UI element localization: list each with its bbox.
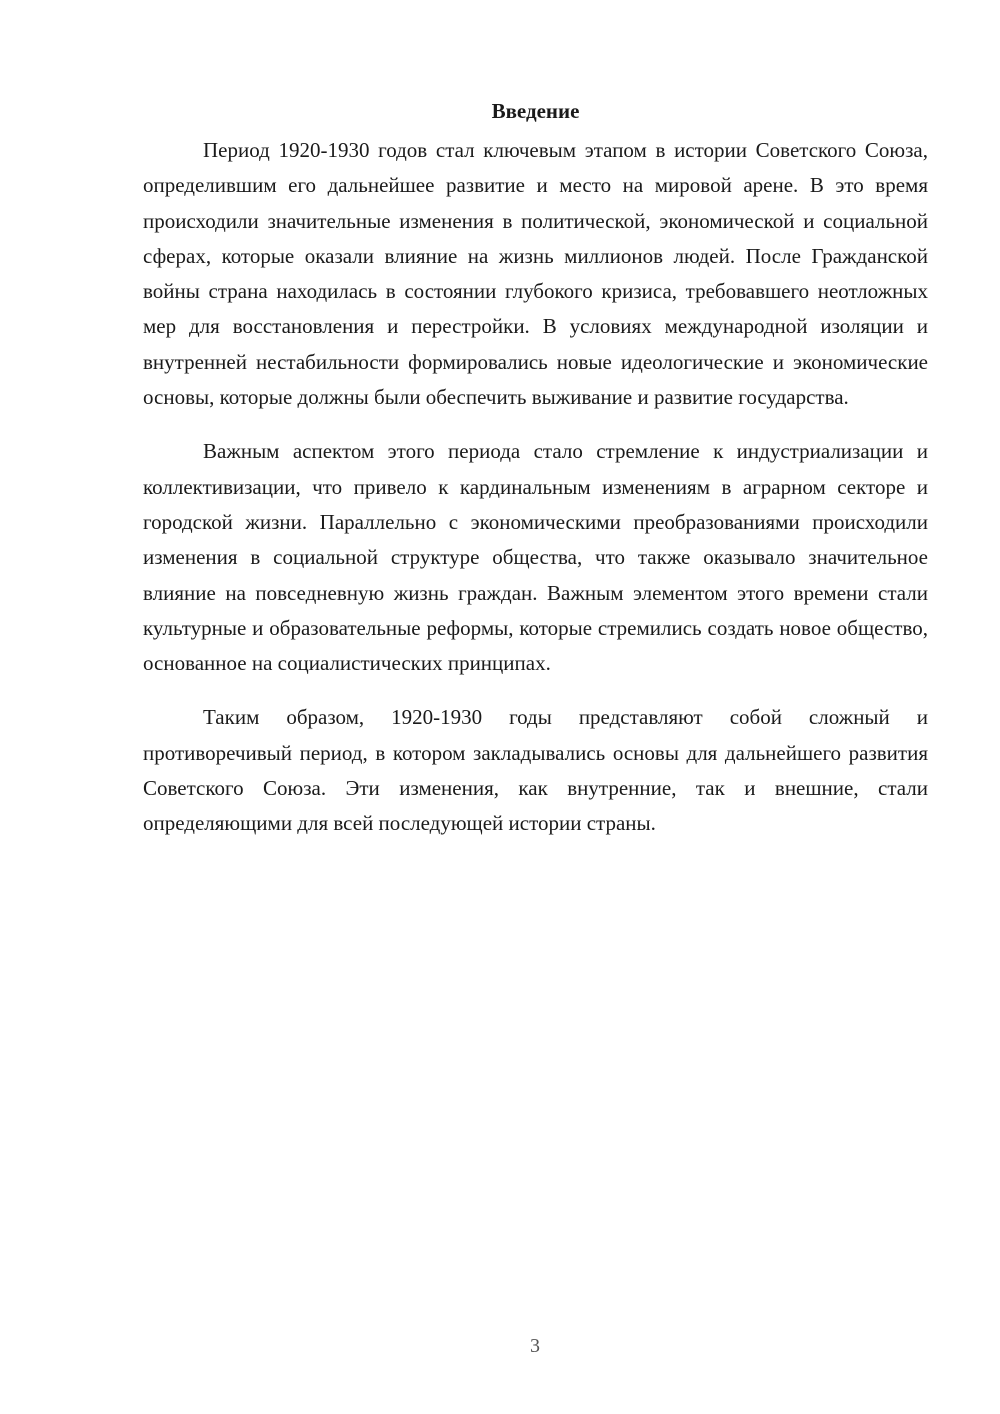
paragraph-2: Важным аспектом этого периода стало стремление к индустриализации и коллективизации, что привело к кардинальным изменениям в аграрном секторе и городской жизни. Параллельно с экономическими преобразованиями происходили изменения в социальной структуре общества, что также оказывало значительное влияние на повседневную жизнь граждан. Важным элементом этого времени стали культурные и образовательные реформы, которые стремились создать новое общество, основанное на социалистических принципах. (143, 439, 928, 676)
paragraph-3: Таким образом, 1920-1930 годы представляют собой сложный и противоречивый период, в котором закладывались основы для дальнейшего развития Советского Союза. Эти изменения, как внутренние, так и внешние, стали определяющими для всей последующей истории страны. (143, 705, 928, 836)
document-body (143, 93, 928, 861)
paragraph-1: Период 1920-1930 годов стал ключевым этапом в истории Советского Союза, определившим его дальнейшее развитие и место на мировой арене. В это время происходили значительные изменения в политической, экономической и социальной сферах, которые оказали влияние на жизнь миллионов людей. После Гражданской войны страна находилась в состоянии глубокого кризиса, требовавшего неотложных мер для восстановления и перестройки. В условиях международной изоляции и внутренней нестабильности формировались новые идеологические и экономические основы, которые должны были обеспечить выживание и развитие государства. (143, 138, 928, 410)
section-heading: Введение (491, 99, 580, 123)
page-number: 3 (530, 1335, 540, 1357)
